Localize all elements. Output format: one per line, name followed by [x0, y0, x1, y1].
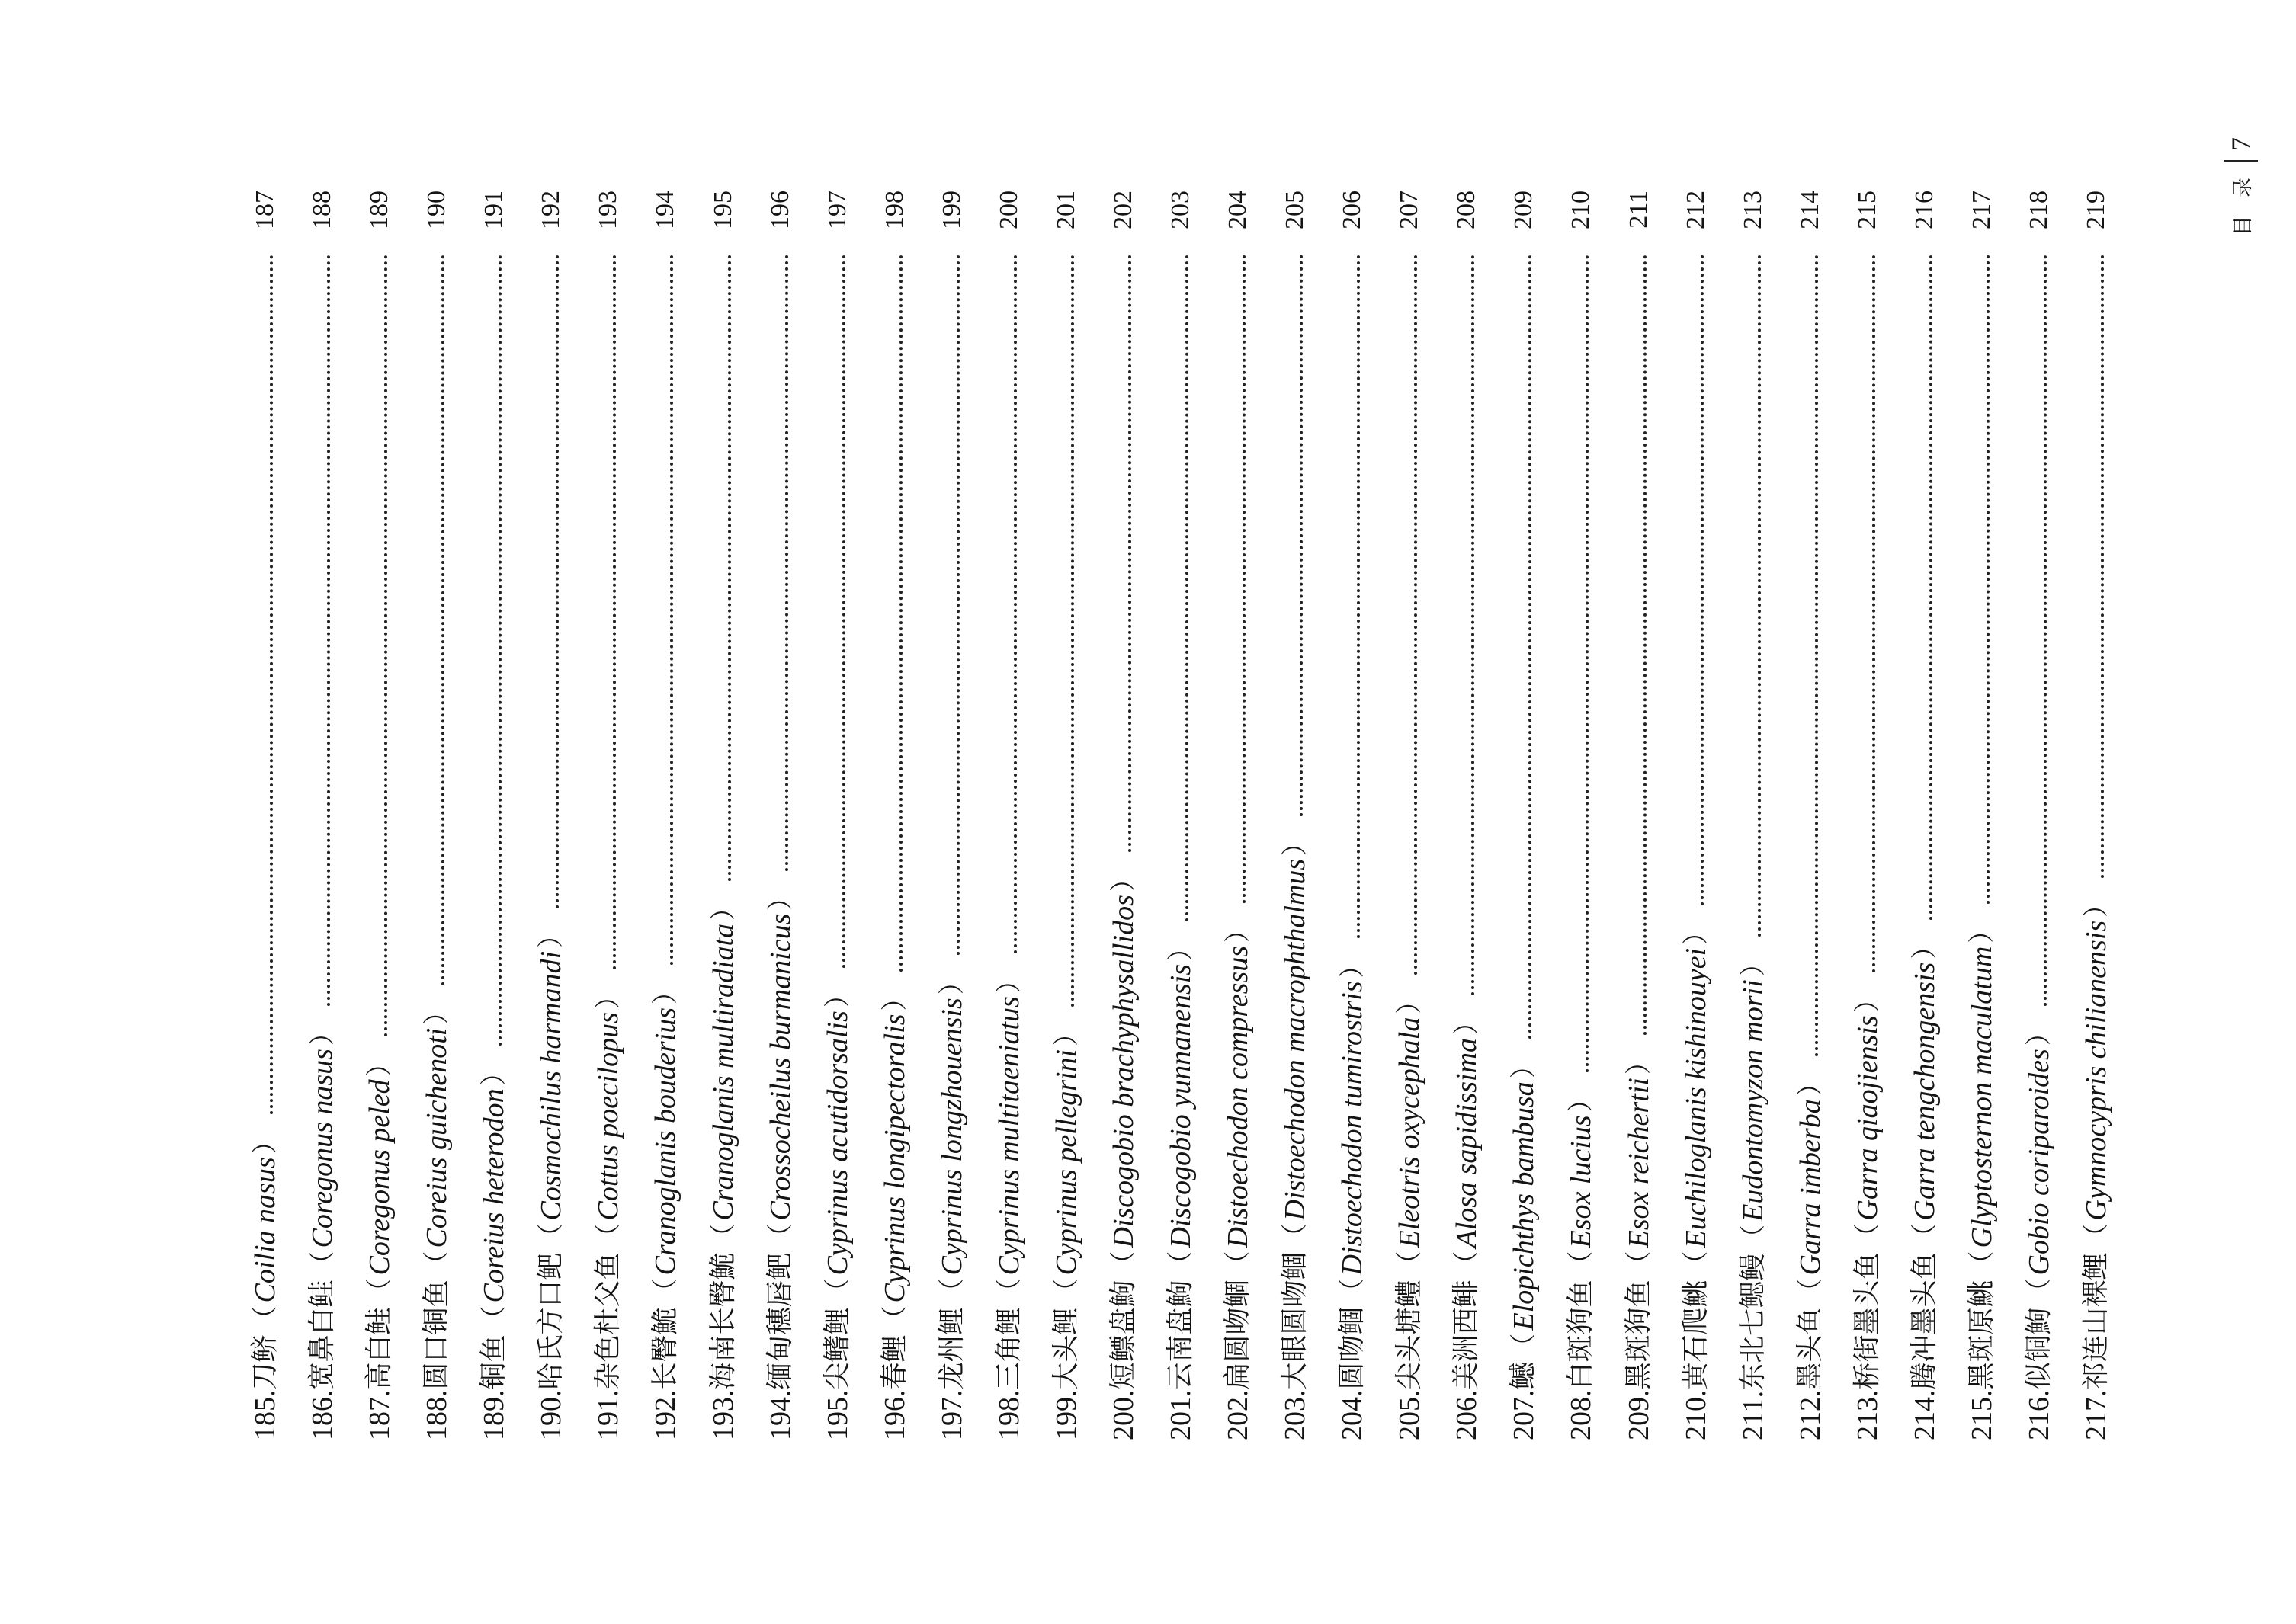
latin-name: Garra tengchongensis: [1908, 962, 1941, 1221]
latin-name: Cyprinus longzhouensis: [935, 998, 968, 1276]
latin-name: Gymnocypris chilianensis: [2080, 920, 2112, 1221]
entry-number: 204.: [1336, 1389, 1369, 1440]
toc-entry[interactable]: [1240, 191, 1312, 1440]
entry-page-number: 205: [1281, 191, 1310, 229]
latin-name: Coreius guichenoti: [421, 1027, 454, 1248]
open-paren: （: [1337, 1278, 1368, 1305]
open-paren: （: [1050, 1278, 1082, 1305]
entry-number: 215.: [1965, 1389, 1998, 1440]
entry-number: 197.: [935, 1389, 968, 1440]
open-paren: （: [879, 1305, 910, 1332]
chinese-name: 缅甸穗唇鲃: [764, 1252, 796, 1390]
close-paren: ）: [1451, 1008, 1483, 1035]
entry-page-number: 201: [1051, 191, 1080, 229]
entry-page-number: 187: [251, 191, 279, 229]
entry-number: 192.: [649, 1389, 682, 1440]
open-paren: （: [307, 1251, 338, 1277]
chinese-name: 大头鲤: [1050, 1307, 1082, 1390]
chinese-name: 墨头鱼: [1794, 1307, 1826, 1390]
toc-entry[interactable]: [553, 191, 625, 1440]
close-paren: ）: [822, 982, 853, 1008]
open-paren: （: [1966, 1251, 1997, 1277]
entry-page-number: 219: [2082, 191, 2110, 229]
open-paren: （: [593, 1223, 624, 1250]
close-paren: ）: [765, 884, 796, 911]
toc-entry[interactable]: [726, 191, 797, 1440]
close-paren: ）: [364, 1050, 396, 1077]
close-paren: ）: [707, 894, 739, 921]
toc-entry[interactable]: [1984, 191, 2055, 1440]
entry-number: 212.: [1794, 1389, 1826, 1440]
entry-number: 187.: [364, 1389, 396, 1440]
latin-name: Eleotris oxycephala: [1393, 1017, 1426, 1248]
chinese-name: 扁圆吻鲴: [1222, 1280, 1254, 1390]
entry-number: 200.: [1107, 1389, 1140, 1440]
close-paren: ）: [422, 998, 453, 1025]
chinese-name: 似铜鮈: [2022, 1307, 2054, 1390]
entry-number: 209.: [1622, 1389, 1655, 1440]
toc-entry[interactable]: [268, 191, 339, 1440]
toc-entry[interactable]: [1412, 191, 1483, 1440]
close-paren: ）: [1623, 1049, 1654, 1075]
chinese-name: 黑斑狗鱼: [1622, 1280, 1654, 1390]
entry-number: 188.: [421, 1389, 454, 1440]
close-paren: ）: [1337, 952, 1368, 979]
entry-number: 196.: [878, 1389, 911, 1440]
chinese-name: 短鳔盘鮈: [1107, 1280, 1139, 1390]
toc-entry[interactable]: [325, 191, 396, 1440]
toc-entry[interactable]: [669, 191, 739, 1440]
running-header: [2173, 137, 2256, 290]
close-paren: ）: [936, 969, 967, 995]
close-paren: ）: [1509, 1052, 1540, 1079]
open-paren: （: [1280, 1223, 1311, 1250]
latin-name: Elopichthys bambusa: [1508, 1081, 1541, 1331]
latin-name: Distoechodon macrophthalmus: [1279, 858, 1312, 1221]
toc-entry[interactable]: [1126, 191, 1197, 1440]
open-paren: （: [936, 1278, 967, 1305]
close-paren: ）: [1394, 988, 1425, 1014]
chinese-name: 白斑狗鱼: [1565, 1280, 1597, 1390]
toc-entry[interactable]: [1069, 191, 1140, 1440]
latin-name: Euchiloglanis kishinouyei: [1679, 947, 1712, 1248]
toc-entry[interactable]: [2041, 191, 2112, 1440]
open-paren: （: [1737, 1224, 1768, 1251]
open-paren: （: [2023, 1278, 2054, 1305]
entry-page-number: 207: [1395, 191, 1424, 229]
open-paren: （: [1166, 1251, 1196, 1277]
entry-number: 195.: [821, 1389, 854, 1440]
open-paren: （: [650, 1278, 681, 1305]
chinese-name: 哈氏方口鲃: [535, 1252, 567, 1390]
entry-number: 210.: [1679, 1389, 1712, 1440]
entry-page-number: 211: [1624, 191, 1653, 229]
entry-number: 194.: [764, 1389, 797, 1440]
toc-entry[interactable]: [1355, 191, 1426, 1440]
chinese-name: 腾冲墨头鱼: [1908, 1252, 1940, 1390]
latin-name: Cottus poecilopus: [592, 1012, 625, 1221]
close-paren: ）: [593, 983, 624, 1010]
entry-number: 211.: [1736, 1390, 1769, 1440]
entry-page-number: 197: [823, 191, 851, 229]
close-paren: ）: [1223, 916, 1254, 943]
entry-number: 208.: [1565, 1389, 1598, 1440]
close-paren: ）: [993, 967, 1025, 994]
latin-name: Distoechodon tumirostris: [1336, 981, 1369, 1276]
entry-page-number: 206: [1338, 191, 1367, 229]
open-paren: （: [1794, 1278, 1826, 1305]
chinese-name: 云南盘鮈: [1165, 1280, 1196, 1390]
close-paren: ）: [1966, 917, 1997, 943]
close-paren: ）: [1909, 933, 1940, 959]
entry-number: 189.: [478, 1389, 511, 1440]
open-paren: （: [1451, 1251, 1483, 1277]
latin-name: Coilia nasus: [249, 1157, 281, 1303]
chinese-name: 杂色杜父鱼: [592, 1252, 624, 1390]
chinese-name: 黑斑原鮡: [1965, 1280, 1997, 1390]
latin-name: Coregonus nasus: [306, 1049, 339, 1248]
toc-entry[interactable]: [439, 191, 511, 1440]
open-paren: （: [422, 1251, 453, 1277]
latin-name: Alosa sapidissima: [1451, 1037, 1483, 1248]
chinese-name: 桥街墨头鱼: [1851, 1252, 1883, 1390]
toc-entry[interactable]: [1469, 191, 1541, 1440]
entry-number: 217.: [2080, 1389, 2112, 1440]
toc-entry[interactable]: [1870, 191, 1941, 1440]
chinese-name: 三角鲤: [992, 1307, 1025, 1390]
latin-name: Cyprinus longipectoralis: [878, 1014, 911, 1303]
entry-page-number: 209: [1509, 191, 1538, 229]
open-paren: （: [1108, 1251, 1139, 1277]
latin-name: Cranoglanis multiradiata: [707, 923, 739, 1221]
open-paren: （: [479, 1305, 510, 1332]
entry-page-number: 208: [1452, 191, 1481, 229]
close-paren: ）: [2023, 1020, 2054, 1046]
chinese-name: 铜鱼: [478, 1334, 510, 1390]
chinese-name: 长臀鮠: [649, 1307, 681, 1390]
entry-page-number: 196: [765, 191, 794, 229]
entry-number: 201.: [1165, 1389, 1197, 1440]
chinese-name: 高白鲑: [364, 1307, 396, 1390]
entry-page-number: 191: [479, 191, 508, 229]
latin-name: Coreius heterodon: [478, 1088, 511, 1303]
close-paren: ）: [307, 1020, 338, 1046]
toc-entry[interactable]: [783, 191, 854, 1440]
open-paren: （: [1909, 1223, 1940, 1250]
open-paren: （: [1566, 1251, 1597, 1277]
entry-page-number: 210: [1566, 191, 1595, 229]
toc-entry[interactable]: [1813, 191, 1884, 1440]
latin-name: Garra qiaojiensis: [1851, 1015, 1884, 1221]
header-divider: [2224, 160, 2258, 162]
toc-entry[interactable]: [1584, 191, 1655, 1440]
open-paren: （: [1394, 1251, 1425, 1277]
entry-number: 185.: [249, 1389, 281, 1440]
chinese-name: 宽鼻白鲑: [306, 1280, 338, 1390]
entry-page-number: 202: [1108, 191, 1137, 229]
latin-name: Cosmochilus harmandi: [535, 950, 568, 1221]
entry-page-number: 190: [422, 191, 451, 229]
chinese-name: 龙州鲤: [935, 1307, 967, 1390]
chinese-name: 春鲤: [878, 1334, 910, 1390]
close-paren: ）: [536, 921, 567, 948]
toc-entry[interactable]: [897, 191, 968, 1440]
close-paren: ）: [1852, 986, 1883, 1013]
entry-page-number: 218: [2024, 191, 2053, 229]
close-paren: ）: [1737, 950, 1768, 977]
latin-name: Esox lucius: [1565, 1115, 1598, 1248]
close-paren: ）: [650, 978, 681, 1004]
latin-name: Esox reichertii: [1622, 1078, 1655, 1248]
toc-entry[interactable]: [1698, 191, 1769, 1440]
chinese-name: 圆吻鲴: [1336, 1307, 1368, 1390]
page-number: 7: [2226, 137, 2256, 151]
chinese-name: 海南长臀鮠: [707, 1252, 739, 1390]
entry-page-number: 212: [1681, 191, 1710, 229]
toc-entry[interactable]: [1641, 191, 1712, 1440]
entry-page-number: 199: [937, 191, 966, 229]
entry-page-number: 192: [537, 191, 566, 229]
open-paren: （: [765, 1223, 796, 1250]
entry-number: 186.: [306, 1389, 339, 1440]
open-paren: （: [993, 1278, 1025, 1305]
latin-name: Coregonus peled: [364, 1079, 396, 1276]
latin-name: Garra imberba: [1794, 1099, 1826, 1276]
entry-page-number: 216: [1910, 191, 1938, 229]
chinese-name: 大眼圆吻鲴: [1279, 1252, 1311, 1390]
open-paren: （: [1852, 1223, 1883, 1250]
latin-name: Discogobio brachyphysallidos: [1107, 895, 1140, 1248]
entry-number: 199.: [1050, 1389, 1082, 1440]
chinese-name: 祁连山裸鲤: [2080, 1252, 2112, 1390]
latin-name: Cranoglanis bouderius: [649, 1007, 682, 1276]
open-paren: （: [1680, 1251, 1711, 1277]
close-paren: ）: [1166, 934, 1196, 961]
toc-entry[interactable]: [1012, 191, 1082, 1440]
toc-entry[interactable]: [1297, 191, 1369, 1440]
chinese-name: 鳡: [1508, 1362, 1540, 1390]
close-paren: ）: [879, 985, 910, 1011]
toc-entry[interactable]: [496, 191, 568, 1440]
entry-number: 202.: [1222, 1389, 1255, 1440]
close-paren: ）: [1794, 1070, 1826, 1097]
latin-name: Discogobio yunnanensis: [1165, 963, 1197, 1248]
latin-name: Glyptosternon maculatum: [1965, 946, 1998, 1248]
entry-number: 193.: [707, 1389, 739, 1440]
latin-name: Distoechodon compressus: [1222, 945, 1255, 1248]
open-paren: （: [1223, 1251, 1254, 1277]
close-paren: ）: [1680, 918, 1711, 945]
entry-number: 203.: [1279, 1389, 1312, 1440]
latin-name: Cyprinus pellegrini: [1050, 1049, 1082, 1276]
chinese-name: 尖头塘鳢: [1393, 1280, 1425, 1390]
open-paren: （: [1623, 1251, 1654, 1277]
latin-name: Cyprinus acutidorsalis: [821, 1011, 854, 1276]
open-paren: （: [536, 1223, 567, 1250]
open-paren: （: [822, 1278, 853, 1305]
entry-number: 198.: [992, 1389, 1025, 1440]
chinese-name: 尖鳍鲤: [821, 1307, 853, 1390]
entry-page-number: 204: [1223, 191, 1252, 229]
entry-number: 190.: [535, 1389, 568, 1440]
entry-page-number: 194: [651, 191, 680, 229]
section-title: 目 录: [2231, 171, 2255, 236]
entry-page-number: 188: [308, 191, 337, 229]
chinese-name: 刀鲚: [249, 1334, 281, 1390]
latin-name: Gobio coriparoides: [2022, 1049, 2055, 1276]
entry-page-number: 215: [1852, 191, 1881, 229]
open-paren: （: [250, 1305, 281, 1332]
close-paren: ）: [2081, 891, 2112, 918]
close-paren: ）: [1108, 866, 1139, 892]
entry-page-number: 189: [365, 191, 394, 229]
toc-entry[interactable]: [954, 191, 1025, 1440]
close-paren: ）: [1050, 1020, 1082, 1046]
open-paren: （: [364, 1278, 396, 1305]
latin-name: Eudontomyzon morii: [1736, 979, 1769, 1222]
toc-entry[interactable]: [382, 191, 454, 1440]
open-paren: （: [2081, 1223, 2112, 1250]
table-of-contents: [210, 191, 2112, 1440]
entry-number: 191.: [592, 1389, 625, 1440]
entry-page-number: 213: [1738, 191, 1767, 229]
entry-page-number: 193: [594, 191, 623, 229]
chinese-name: 黄石爬鮡: [1679, 1280, 1711, 1390]
entry-number: 214.: [1908, 1389, 1941, 1440]
latin-name: Cyprinus multitaeniatus: [992, 996, 1025, 1276]
entry-number: 205.: [1393, 1389, 1426, 1440]
toc-entry[interactable]: [210, 191, 281, 1440]
close-paren: ）: [479, 1059, 510, 1086]
chinese-name: 美洲西鲱: [1451, 1280, 1483, 1390]
entry-page-number: 217: [1967, 191, 1996, 229]
dot-leader: [2101, 255, 2104, 878]
latin-name: Crossocheilus burmanicus: [764, 913, 797, 1221]
entry-number: 206.: [1451, 1389, 1483, 1440]
entry-page-number: 195: [708, 191, 737, 229]
close-paren: ）: [1566, 1086, 1597, 1113]
entry-page-number: 214: [1795, 191, 1824, 229]
toc-entry[interactable]: [1526, 191, 1598, 1440]
toc-entry[interactable]: [840, 191, 911, 1440]
close-paren: ）: [250, 1128, 281, 1155]
open-paren: （: [707, 1223, 739, 1250]
toc-entry[interactable]: [1756, 191, 1826, 1440]
toc-entry[interactable]: [1927, 191, 1998, 1440]
chinese-name: 东北七鳃鳗: [1736, 1253, 1768, 1391]
entry-number: 213.: [1851, 1389, 1884, 1440]
entry-number: 207.: [1508, 1389, 1541, 1440]
entry-number: 216.: [2022, 1389, 2055, 1440]
close-paren: ）: [1280, 829, 1311, 856]
toc-entry[interactable]: [1183, 191, 1255, 1440]
open-paren: （: [1509, 1333, 1540, 1360]
toc-entry[interactable]: [611, 191, 682, 1440]
entry-page-number: 200: [994, 191, 1023, 229]
entry-page-number: 198: [880, 191, 909, 229]
entry-page-number: 203: [1166, 191, 1194, 229]
chinese-name: 圆口铜鱼: [421, 1280, 453, 1390]
